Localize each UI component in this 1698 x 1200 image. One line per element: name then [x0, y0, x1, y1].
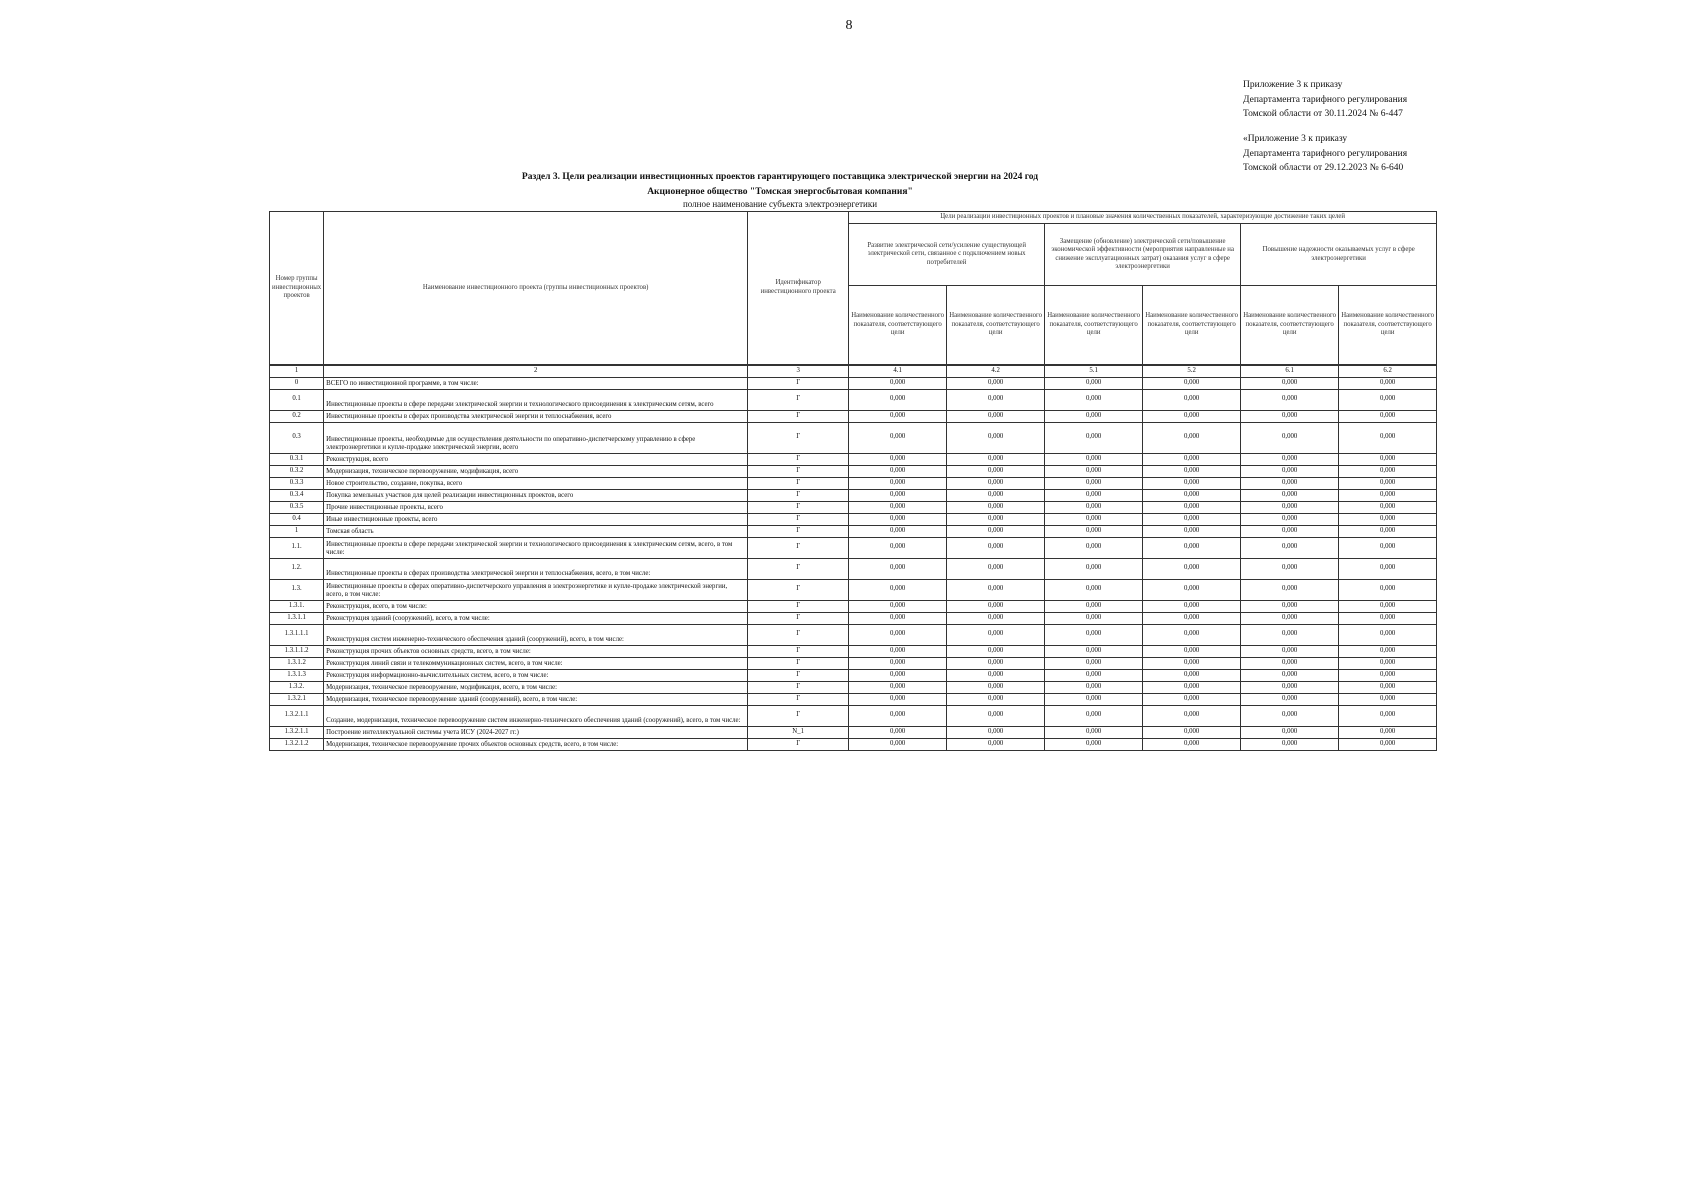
- table-row: [270, 453, 1437, 465]
- row-indicator-value: 0,000: [849, 705, 947, 726]
- column-number: 4.2: [947, 365, 1045, 378]
- row-indicator-value: 0,000: [1045, 705, 1143, 726]
- row-project-name: Реконструкция линий связи и телекоммуникационных систем, всего, в том числе:: [324, 657, 748, 669]
- row-indicator-value: 0,000: [1339, 669, 1437, 681]
- row-indicator-value: 0,000: [947, 624, 1045, 645]
- row-indicator-value: 0,000: [849, 681, 947, 693]
- row-indicator-value: 0,000: [947, 513, 1045, 525]
- appendix-line: Департамента тарифного регулирования: [1243, 94, 1408, 105]
- investment-goals-table: [269, 211, 1437, 751]
- row-number: 1.3.1.: [270, 600, 324, 612]
- row-number: 0.3.4: [270, 489, 324, 501]
- row-indicator-value: 0,000: [1045, 738, 1143, 750]
- row-indicator-value: 0,000: [947, 525, 1045, 537]
- row-indicator-value: 0,000: [1045, 579, 1143, 600]
- row-indicator-value: 0,000: [1339, 612, 1437, 624]
- row-indicator-value: 0,000: [1241, 669, 1339, 681]
- row-indicator-value: 0,000: [849, 377, 947, 389]
- row-indicator-value: 0,000: [947, 693, 1045, 705]
- row-indicator-value: 0,000: [849, 645, 947, 657]
- row-indicator-value: 0,000: [1143, 377, 1241, 389]
- row-indicator-value: 0,000: [1241, 377, 1339, 389]
- row-project-id: Г: [748, 453, 849, 465]
- row-indicator-value: 0,000: [947, 377, 1045, 389]
- row-indicator-value: 0,000: [849, 657, 947, 669]
- row-indicator-value: 0,000: [947, 537, 1045, 558]
- row-indicator-value: 0,000: [947, 453, 1045, 465]
- row-indicator-value: 0,000: [1143, 489, 1241, 501]
- table-row: [270, 657, 1437, 669]
- row-number: 1.3.2.1: [270, 693, 324, 705]
- row-indicator-value: 0,000: [1143, 693, 1241, 705]
- row-indicator-value: 0,000: [1045, 489, 1143, 501]
- table-row: [270, 726, 1437, 738]
- row-indicator-value: 0,000: [1241, 738, 1339, 750]
- row-indicator-value: 0,000: [1339, 465, 1437, 477]
- row-project-name: Новое строительство, создание, покупка, всего: [324, 477, 748, 489]
- row-number: 1.3.1.3: [270, 669, 324, 681]
- row-indicator-value: 0,000: [1339, 377, 1437, 389]
- row-project-id: Г: [748, 645, 849, 657]
- row-project-id: Г: [748, 738, 849, 750]
- row-project-name: Создание, модернизация, техническое перевооружение систем инженерно-технического обеспечения зданий (сооружений), всего, в том числе:: [324, 705, 748, 726]
- row-indicator-value: 0,000: [1339, 477, 1437, 489]
- row-project-name: Покупка земельных участков для целей реализации инвестиционных проектов, всего: [324, 489, 748, 501]
- row-indicator-value: 0,000: [947, 579, 1045, 600]
- row-project-id: Г: [748, 525, 849, 537]
- row-project-name: Реконструкция прочих объектов основных средств, всего, в том числе:: [324, 645, 748, 657]
- row-project-id: Г: [748, 600, 849, 612]
- row-indicator-value: 0,000: [1339, 681, 1437, 693]
- row-indicator-value: 0,000: [1241, 681, 1339, 693]
- row-indicator-value: 0,000: [1339, 537, 1437, 558]
- row-indicator-value: 0,000: [1143, 600, 1241, 612]
- row-project-name: Построение интеллектуальной системы учета ИСУ (2024-2027 гг.): [324, 726, 748, 738]
- row-indicator-value: 0,000: [1339, 389, 1437, 410]
- row-indicator-value: 0,000: [947, 600, 1045, 612]
- row-indicator-value: 0,000: [1143, 410, 1241, 422]
- row-indicator-value: 0,000: [1241, 537, 1339, 558]
- row-project-name: Иные инвестиционные проекты, всего: [324, 513, 748, 525]
- appendix-line: Томской области от 30.11.2024 № 6-447: [1243, 109, 1403, 119]
- row-indicator-value: 0,000: [1143, 525, 1241, 537]
- row-indicator-value: 0,000: [1143, 389, 1241, 410]
- row-indicator-value: 0,000: [1339, 422, 1437, 453]
- row-indicator-value: 0,000: [1339, 657, 1437, 669]
- row-indicator-value: 0,000: [1241, 422, 1339, 453]
- row-indicator-value: 0,000: [1143, 645, 1241, 657]
- row-indicator-value: 0,000: [1339, 600, 1437, 612]
- row-indicator-value: 0,000: [1045, 453, 1143, 465]
- row-number: 1.3.2.1.1: [270, 726, 324, 738]
- row-project-id: Г: [748, 705, 849, 726]
- row-indicator-value: 0,000: [947, 669, 1045, 681]
- row-indicator-value: 0,000: [849, 477, 947, 489]
- row-number: 0.3.2: [270, 465, 324, 477]
- header-project-name: Наименование инвестиционного проекта (группы инвестиционных проектов): [324, 212, 748, 365]
- table-row: [270, 501, 1437, 513]
- row-indicator-value: 0,000: [1241, 645, 1339, 657]
- appendix-line: Приложение 3 к приказу: [1243, 80, 1343, 90]
- header-indicator: Наименование количественного показателя, соответствующего цели: [1339, 286, 1437, 365]
- row-project-id: Г: [748, 377, 849, 389]
- row-project-id: Г: [748, 693, 849, 705]
- header-goal-development: Развитие электрической сети/усиление существующей электрической сети, связанное с подключением новых потребителей: [849, 224, 1045, 286]
- row-project-id: Г: [748, 537, 849, 558]
- row-indicator-value: 0,000: [947, 612, 1045, 624]
- row-indicator-value: 0,000: [1143, 624, 1241, 645]
- table-row: [270, 705, 1437, 726]
- row-indicator-value: 0,000: [1045, 726, 1143, 738]
- row-project-name: Модернизация, техническое перевооружение зданий (сооружений), всего, в том числе:: [324, 693, 748, 705]
- row-indicator-value: 0,000: [1045, 377, 1143, 389]
- row-project-id: Г: [748, 612, 849, 624]
- row-indicator-value: 0,000: [1241, 624, 1339, 645]
- row-project-name: Инвестиционные проекты в сферах производства электрической энергии и теплоснабжения, всего: [324, 410, 748, 422]
- row-indicator-value: 0,000: [1339, 579, 1437, 600]
- header-indicator: Наименование количественного показателя, соответствующего цели: [1143, 286, 1241, 365]
- row-project-id: Г: [748, 681, 849, 693]
- row-indicator-value: 0,000: [849, 738, 947, 750]
- table-row: [270, 525, 1437, 537]
- row-indicator-value: 0,000: [1241, 389, 1339, 410]
- table-row: [270, 489, 1437, 501]
- row-number: 1.3.: [270, 579, 324, 600]
- row-number: 0.3.3: [270, 477, 324, 489]
- row-project-name: Инвестиционные проекты, необходимые для осуществления деятельности по оперативно-диспетчерскому управлению в сфере электроэнергетики и купле-продаже электрической энергии, всего: [324, 422, 748, 453]
- row-indicator-value: 0,000: [1045, 389, 1143, 410]
- company-caption: полное наименование субъекта электроэнергетики: [682, 199, 878, 209]
- header-indicator: Наименование количественного показателя, соответствующего цели: [1045, 286, 1143, 365]
- row-indicator-value: 0,000: [947, 558, 1045, 579]
- row-number: 0.3.5: [270, 501, 324, 513]
- table-row: [270, 579, 1437, 600]
- row-project-name: Модернизация, техническое перевооружение прочих объектов основных средств, всего, в том числе:: [324, 738, 748, 750]
- row-indicator-value: 0,000: [1045, 624, 1143, 645]
- appendix-line: «Приложение 3 к приказу: [1243, 134, 1348, 144]
- row-number: 0.4: [270, 513, 324, 525]
- row-indicator-value: 0,000: [1045, 558, 1143, 579]
- row-indicator-value: 0,000: [1143, 657, 1241, 669]
- row-indicator-value: 0,000: [1241, 453, 1339, 465]
- row-indicator-value: 0,000: [1339, 738, 1437, 750]
- row-project-name: Томская область: [324, 525, 748, 537]
- table-row: [270, 669, 1437, 681]
- header-goal-reliability: Повышение надежности оказываемых услуг в сфере электроэнергетики: [1241, 224, 1437, 286]
- row-indicator-value: 0,000: [1045, 537, 1143, 558]
- row-number: 1.3.1.2: [270, 657, 324, 669]
- row-number: 1.3.2.1.1: [270, 705, 324, 726]
- header-goals: Цели реализации инвестиционных проектов и плановые значения количественных показателей, характеризующие достижение таких целей: [849, 212, 1437, 224]
- table-row: [270, 645, 1437, 657]
- row-project-name: Инвестиционные проекты в сфере передачи электрической энергии и технологического присоединения к электрическим сетям, всего: [324, 389, 748, 410]
- row-indicator-value: 0,000: [1045, 681, 1143, 693]
- row-indicator-value: 0,000: [947, 645, 1045, 657]
- table-row: [270, 513, 1437, 525]
- row-indicator-value: 0,000: [1045, 669, 1143, 681]
- row-indicator-value: 0,000: [1045, 422, 1143, 453]
- row-number: 1.3.2.: [270, 681, 324, 693]
- row-project-id: Г: [748, 477, 849, 489]
- row-indicator-value: 0,000: [947, 477, 1045, 489]
- column-number: 5.2: [1143, 365, 1241, 378]
- table-row: [270, 693, 1437, 705]
- row-number: 0.3: [270, 422, 324, 453]
- row-project-id: Г: [748, 389, 849, 410]
- row-indicator-value: 0,000: [1241, 693, 1339, 705]
- row-number: 0.1: [270, 389, 324, 410]
- row-project-id: Г: [748, 410, 849, 422]
- row-indicator-value: 0,000: [947, 726, 1045, 738]
- row-indicator-value: 0,000: [1241, 410, 1339, 422]
- row-project-name: Реконструкция зданий (сооружений), всего, в том числе:: [324, 612, 748, 624]
- column-number: 2: [324, 365, 748, 378]
- table-row: [270, 389, 1437, 410]
- row-number: 1.3.1.1.1: [270, 624, 324, 645]
- row-indicator-value: 0,000: [947, 389, 1045, 410]
- row-project-id: N_1: [748, 726, 849, 738]
- row-indicator-value: 0,000: [947, 465, 1045, 477]
- header-indicator: Наименование количественного показателя, соответствующего цели: [849, 286, 947, 365]
- row-project-name: Реконструкция, всего, в том числе:: [324, 600, 748, 612]
- row-indicator-value: 0,000: [1143, 738, 1241, 750]
- row-indicator-value: 0,000: [1143, 705, 1241, 726]
- appendix-line: Департамента тарифного регулирования: [1243, 148, 1408, 159]
- row-number: 0.2: [270, 410, 324, 422]
- company-name: Акционерное общество "Томская энергосбытовая компания": [647, 187, 913, 197]
- row-indicator-value: 0,000: [1143, 501, 1241, 513]
- row-indicator-value: 0,000: [849, 693, 947, 705]
- table-row: [270, 600, 1437, 612]
- row-indicator-value: 0,000: [849, 537, 947, 558]
- row-project-name: Модернизация, техническое перевооружение, модификация, всего: [324, 465, 748, 477]
- row-number: 1.3.1.1.2: [270, 645, 324, 657]
- row-indicator-value: 0,000: [1241, 513, 1339, 525]
- column-number: 3: [748, 365, 849, 378]
- row-indicator-value: 0,000: [947, 657, 1045, 669]
- row-indicator-value: 0,000: [1339, 624, 1437, 645]
- row-project-id: Г: [748, 422, 849, 453]
- row-indicator-value: 0,000: [849, 669, 947, 681]
- row-indicator-value: 0,000: [849, 501, 947, 513]
- row-indicator-value: 0,000: [1339, 558, 1437, 579]
- table-row: [270, 377, 1437, 389]
- row-indicator-value: 0,000: [1143, 669, 1241, 681]
- row-project-name: Прочие инвестиционные проекты, всего: [324, 501, 748, 513]
- row-indicator-value: 0,000: [1339, 525, 1437, 537]
- row-indicator-value: 0,000: [1339, 726, 1437, 738]
- row-indicator-value: 0,000: [1241, 579, 1339, 600]
- row-indicator-value: 0,000: [947, 410, 1045, 422]
- row-project-id: Г: [748, 558, 849, 579]
- row-indicator-value: 0,000: [947, 501, 1045, 513]
- table-row: [270, 612, 1437, 624]
- row-project-id: Г: [748, 579, 849, 600]
- row-project-name: Реконструкция систем инженерно-технического обеспечения зданий (сооружений), всего, в том числе:: [324, 624, 748, 645]
- header-goal-replacement: Замещение (обновление) электрической сети/повышение экономической эффективности (мероприятия направленные на снижение эксплуатационных затрат) оказания услуг в сфере электроэнергетики: [1045, 224, 1241, 286]
- row-indicator-value: 0,000: [1339, 501, 1437, 513]
- row-indicator-value: 0,000: [1339, 705, 1437, 726]
- row-number: 1: [270, 525, 324, 537]
- row-indicator-value: 0,000: [1241, 726, 1339, 738]
- row-indicator-value: 0,000: [1241, 477, 1339, 489]
- row-indicator-value: 0,000: [1143, 537, 1241, 558]
- row-indicator-value: 0,000: [849, 410, 947, 422]
- row-indicator-value: 0,000: [1143, 726, 1241, 738]
- row-indicator-value: 0,000: [1241, 705, 1339, 726]
- row-indicator-value: 0,000: [849, 612, 947, 624]
- appendix-line: Томской области от 29.12.2023 № 6-640: [1243, 163, 1404, 173]
- row-number: 1.1.: [270, 537, 324, 558]
- row-indicator-value: 0,000: [947, 705, 1045, 726]
- row-indicator-value: 0,000: [1045, 693, 1143, 705]
- row-indicator-value: 0,000: [849, 453, 947, 465]
- row-indicator-value: 0,000: [1045, 513, 1143, 525]
- row-number: 1.3.2.1.2: [270, 738, 324, 750]
- row-indicator-value: 0,000: [1339, 489, 1437, 501]
- row-project-id: Г: [748, 669, 849, 681]
- row-project-id: Г: [748, 624, 849, 645]
- row-indicator-value: 0,000: [1143, 579, 1241, 600]
- row-indicator-value: 0,000: [1241, 612, 1339, 624]
- row-indicator-value: 0,000: [1143, 477, 1241, 489]
- row-number: 0: [270, 377, 324, 389]
- row-indicator-value: 0,000: [1045, 410, 1143, 422]
- row-indicator-value: 0,000: [1045, 612, 1143, 624]
- row-indicator-value: 0,000: [1241, 489, 1339, 501]
- row-indicator-value: 0,000: [1045, 501, 1143, 513]
- row-project-name: Инвестиционные проекты в сфере передачи электрической энергии и технологического присоединения к электрическим сетям, всего, в том числе:: [324, 537, 748, 558]
- row-indicator-value: 0,000: [1143, 422, 1241, 453]
- header-indicator: Наименование количественного показателя, соответствующего цели: [1241, 286, 1339, 365]
- row-indicator-value: 0,000: [1143, 612, 1241, 624]
- row-project-id: Г: [748, 489, 849, 501]
- row-project-name: Реконструкция информационно-вычислительных систем, всего, в том числе:: [324, 669, 748, 681]
- row-indicator-value: 0,000: [1241, 525, 1339, 537]
- column-number: 1: [270, 365, 324, 378]
- row-project-name: Инвестиционные проекты в сферах оперативно-диспетчерского управления в электроэнергетике и купле-продаже электрической энергии, всего, в том числе:: [324, 579, 748, 600]
- column-number: 6.2: [1339, 365, 1437, 378]
- row-indicator-value: 0,000: [849, 624, 947, 645]
- row-indicator-value: 0,000: [1143, 681, 1241, 693]
- row-indicator-value: 0,000: [849, 726, 947, 738]
- table-row: [270, 558, 1437, 579]
- row-indicator-value: 0,000: [1045, 600, 1143, 612]
- table-row: [270, 681, 1437, 693]
- table-row: [270, 477, 1437, 489]
- table-row: [270, 465, 1437, 477]
- row-indicator-value: 0,000: [1143, 558, 1241, 579]
- row-indicator-value: 0,000: [849, 422, 947, 453]
- row-indicator-value: 0,000: [1045, 465, 1143, 477]
- row-indicator-value: 0,000: [849, 525, 947, 537]
- row-indicator-value: 0,000: [849, 600, 947, 612]
- row-indicator-value: 0,000: [849, 389, 947, 410]
- row-number: 1.2.: [270, 558, 324, 579]
- row-indicator-value: 0,000: [1045, 525, 1143, 537]
- column-number-row: [270, 365, 1437, 378]
- header-group-number: Номер группы инвестиционных проектов: [270, 212, 324, 365]
- row-indicator-value: 0,000: [1045, 657, 1143, 669]
- row-indicator-value: 0,000: [1143, 465, 1241, 477]
- row-indicator-value: 0,000: [1241, 465, 1339, 477]
- row-indicator-value: 0,000: [1339, 453, 1437, 465]
- row-indicator-value: 0,000: [849, 489, 947, 501]
- row-indicator-value: 0,000: [849, 465, 947, 477]
- table-row: [270, 410, 1437, 422]
- row-indicator-value: 0,000: [947, 489, 1045, 501]
- row-indicator-value: 0,000: [849, 513, 947, 525]
- row-indicator-value: 0,000: [1339, 513, 1437, 525]
- row-indicator-value: 0,000: [947, 422, 1045, 453]
- row-project-id: Г: [748, 657, 849, 669]
- row-indicator-value: 0,000: [849, 558, 947, 579]
- column-number: 6.1: [1241, 365, 1339, 378]
- table-row: [270, 738, 1437, 750]
- row-indicator-value: 0,000: [1143, 453, 1241, 465]
- row-indicator-value: 0,000: [1241, 558, 1339, 579]
- row-project-id: Г: [748, 513, 849, 525]
- row-project-id: Г: [748, 465, 849, 477]
- table-row: [270, 422, 1437, 453]
- row-project-name: Инвестиционные проекты в сферах производства электрической энергии и теплоснабжения, всего, в том числе:: [324, 558, 748, 579]
- row-indicator-value: 0,000: [1339, 693, 1437, 705]
- row-indicator-value: 0,000: [1241, 657, 1339, 669]
- column-number: 4.1: [849, 365, 947, 378]
- row-indicator-value: 0,000: [1339, 410, 1437, 422]
- row-project-name: ВСЕГО по инвестиционной программе, в том числе:: [324, 377, 748, 389]
- row-indicator-value: 0,000: [1241, 501, 1339, 513]
- row-indicator-value: 0,000: [947, 681, 1045, 693]
- page-number: 8: [845, 18, 853, 33]
- appendix-note-previous: [1243, 132, 1407, 176]
- row-indicator-value: 0,000: [1045, 477, 1143, 489]
- table-row: [270, 537, 1437, 558]
- header-indicator: Наименование количественного показателя, соответствующего цели: [947, 286, 1045, 365]
- table-body: [270, 365, 1437, 751]
- row-indicator-value: 0,000: [849, 579, 947, 600]
- table-row: [270, 624, 1437, 645]
- section-title: Раздел 3. Цели реализации инвестиционных проектов гарантирующего поставщика электрической энергии на 2024 год: [521, 172, 1039, 182]
- row-number: 1.3.1.1: [270, 612, 324, 624]
- row-indicator-value: 0,000: [1241, 600, 1339, 612]
- row-indicator-value: 0,000: [1045, 645, 1143, 657]
- row-project-id: Г: [748, 501, 849, 513]
- row-project-name: Реконструкция, всего: [324, 453, 748, 465]
- row-indicator-value: 0,000: [1143, 513, 1241, 525]
- row-project-name: Модернизация, техническое перевооружение, модификация, всего, в том числе:: [324, 681, 748, 693]
- appendix-note-current: [1243, 78, 1407, 122]
- header-project-id: Идентификатор инвестиционного проекта: [748, 212, 849, 365]
- column-number: 5.1: [1045, 365, 1143, 378]
- row-indicator-value: 0,000: [947, 738, 1045, 750]
- row-number: 0.3.1: [270, 453, 324, 465]
- row-indicator-value: 0,000: [1339, 645, 1437, 657]
